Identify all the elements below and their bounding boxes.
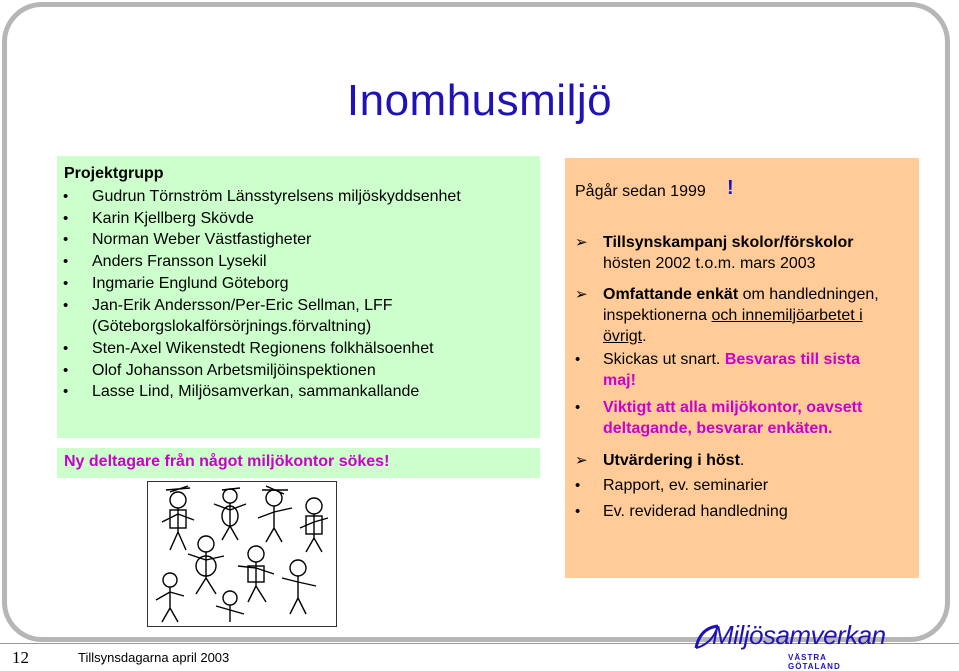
bullet-icon: • [63, 296, 69, 314]
bullet-icon: • [575, 399, 581, 416]
arrowhead-icon: ➢ [575, 234, 588, 251]
logo-name: Miljösamverkan [712, 620, 886, 650]
bullet-icon: • [63, 188, 69, 205]
list-item: • Gudrun Törnström Länsstyrelsens miljöskyddsenhet [57, 186, 537, 208]
arrowhead-icon: ➢ [575, 452, 588, 469]
member-list [57, 186, 537, 403]
miljosamverkan-logo [692, 618, 886, 671]
bullet-icon: • [63, 274, 69, 292]
list-item: • Sten-Axel Wikenstedt Regionens folkhälsoenhet [57, 338, 537, 360]
bullet-icon: • [575, 477, 581, 494]
bullet-icon: • [575, 351, 581, 368]
children-drawing-illustration [147, 481, 337, 627]
bullet-icon: • [63, 339, 69, 357]
list-item: • Anders Fransson Lysekil [57, 251, 537, 273]
bullet-icon: • [63, 253, 69, 271]
list-item: • Jan-Erik Andersson/Per-Eric Sellman, LFF [57, 295, 537, 317]
children-drawing-icon [148, 482, 336, 626]
list-item-continuation: (Göteborgslokalförsörjnings.förvaltning) [92, 318, 372, 336]
arrowhead-icon: ➢ [575, 286, 588, 303]
list-item: • Ingmarie Englund Göteborg [57, 273, 537, 295]
logo-subtitle: VÄSTRA GÖTALAND [788, 653, 841, 671]
list-item: • Norman Weber Västfastigheter [57, 229, 537, 251]
status-box: Pågår sedan 1999 ! ➢ Tillsynskampanj skolor/förskolor hösten 2002 t.o.m. mars 2003 ➢ Omfattande enkät om handledningen, inspektionerna och innemiljöarbetet i övrigt. • Skickas ut snart. Besvaras till sista maj! • Viktigt att alla miljökontor, oavsett deltagande, besvarar enkäten. ➢ Utvärdering i höst. • Rapport, ev. seminarier • Ev. reviderad handledning [565, 158, 919, 578]
projektgrupp-heading: Projektgrupp [64, 165, 164, 182]
footer-text: Tillsynsdagarna april 2003 [78, 650, 230, 665]
slide-title: Inomhusmiljö [346, 76, 613, 125]
bullet-icon: • [63, 361, 69, 379]
bullet-icon: • [63, 383, 69, 401]
bullet-icon: • [575, 503, 581, 520]
bullet-icon: • [63, 209, 69, 227]
bullet-icon: • [63, 231, 69, 249]
list-item: • Lasse Lind, Miljösamverkan, sammankallande [57, 381, 537, 403]
callout-box [57, 448, 540, 478]
projektgrupp-box [57, 156, 540, 438]
list-item: • Karin Kjellberg Skövde [57, 208, 537, 230]
list-item: • Olof Johansson Arbetsmiljöinspektionen [57, 360, 537, 382]
callout-text: Ny deltagare från något miljökontor sökes! [64, 453, 390, 470]
page-number: 12 [12, 648, 29, 667]
